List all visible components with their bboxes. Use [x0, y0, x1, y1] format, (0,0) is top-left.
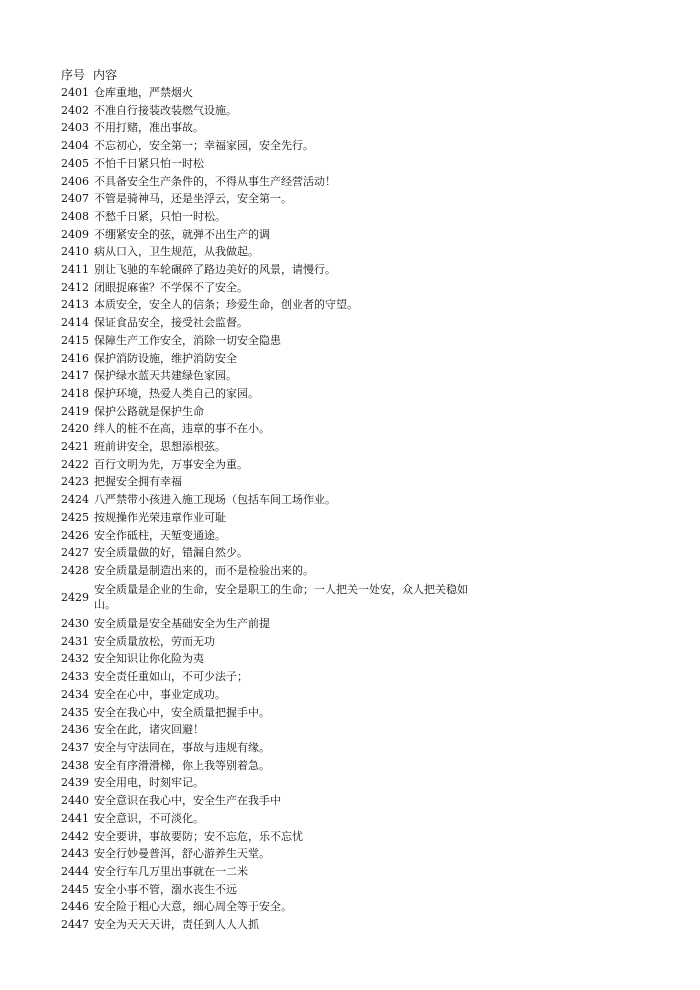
row-content: 保护消防设施，维护消防安全 — [94, 351, 237, 365]
table-row — [61, 509, 481, 527]
row-content: 不忘初心，安全第一；幸福家园，安全先行。 — [94, 139, 314, 153]
table-row — [61, 385, 481, 403]
row-number: 2422 — [61, 457, 89, 471]
row-number: 2421 — [61, 440, 89, 454]
row-number: 2415 — [61, 333, 89, 347]
row-content: 安全质量是制造出来的，而不是检验出来的。 — [94, 563, 314, 577]
table-row — [61, 438, 481, 456]
row-number: 2402 — [61, 103, 89, 117]
row-number: 2411 — [61, 263, 89, 277]
table-row — [61, 420, 481, 438]
table-row — [61, 792, 481, 810]
row-content: 把握安全拥有幸福 — [94, 475, 182, 489]
row-content: 保证食品安全，接受社会监督。 — [94, 316, 248, 330]
table-row — [61, 881, 481, 899]
table-row — [61, 633, 481, 651]
table-row — [61, 668, 481, 686]
row-number: 2429 — [61, 590, 89, 604]
row-number: 2424 — [61, 493, 89, 507]
table-row — [61, 615, 481, 633]
row-number: 2447 — [61, 918, 89, 932]
slogan-list — [61, 64, 481, 934]
row-content: 安全意识在我心中，安全生产在我手中 — [94, 794, 281, 808]
row-content: 安全责任重如山，不可少法子； — [94, 670, 248, 684]
row-number: 2412 — [61, 280, 89, 294]
table-row — [61, 845, 481, 863]
row-content: 本质安全，安全人的信条；珍爱生命，创业者的守望。 — [94, 298, 358, 312]
row-content: 安全为天天天讲，责任到人人人抓 — [94, 918, 259, 932]
row-content: 不具备安全生产条件的，不得从事生产经营活动！ — [94, 174, 336, 188]
row-content: 闭眼捉麻雀？不学保不了安全。 — [94, 280, 248, 294]
row-content: 安全行车几万里出事就在一二米 — [94, 864, 248, 878]
row-content: 不管是骑神马，还是坐浮云，安全第一。 — [94, 192, 292, 206]
table-row — [61, 473, 481, 491]
header-number: 序号 — [61, 67, 86, 82]
row-number: 2440 — [61, 794, 89, 808]
table-row — [61, 137, 481, 155]
row-number: 2437 — [61, 741, 89, 754]
table-row — [61, 650, 481, 668]
row-content: 安全要讲，事故要防；安不忘危，乐不忘忧 — [94, 829, 303, 843]
row-content: 安全与守法同在，事故与违规有缘。 — [94, 741, 270, 754]
row-content: 安全质量是安全基础安全为生产前提 — [94, 617, 270, 631]
table-row — [61, 456, 481, 474]
row-content: 安全质量是企业的生命，安全是职工的生命；一人把关一处安，众人把关稳如山。 — [94, 583, 468, 612]
row-number: 2433 — [61, 670, 89, 684]
table-row — [61, 403, 481, 421]
table-row — [61, 757, 481, 775]
row-content: 不绷紧安全的弦，就弹不出生产的调 — [94, 227, 270, 241]
table-body — [61, 84, 481, 934]
row-number: 2416 — [61, 351, 89, 365]
row-content: 班前讲安全，思想添根弦。 — [94, 440, 226, 454]
row-number: 2426 — [61, 528, 89, 542]
row-content: 病从口入，卫生规范，从我做起。 — [94, 245, 259, 259]
row-number: 2405 — [61, 156, 89, 170]
table-row — [61, 810, 481, 828]
row-content: 安全质量放松，劳而无功 — [94, 634, 215, 648]
row-number: 2434 — [61, 687, 89, 701]
table-row — [61, 119, 481, 137]
row-content: 安全在此，诸灾回避！ — [94, 723, 204, 737]
row-number: 2404 — [61, 139, 89, 153]
row-content: 按规操作光荣违章作业可耻 — [94, 510, 226, 524]
row-number: 2441 — [61, 811, 89, 825]
table-row — [61, 226, 481, 244]
row-number: 2414 — [61, 316, 89, 330]
table-row — [61, 173, 481, 191]
table-row — [61, 350, 481, 368]
row-content: 不准自行接装改装燃气设施。 — [94, 103, 237, 117]
row-number: 2420 — [61, 422, 89, 436]
table-row — [61, 190, 481, 208]
row-number: 2444 — [61, 864, 89, 878]
table-row — [61, 828, 481, 846]
row-number: 2410 — [61, 245, 89, 259]
table-row — [61, 739, 481, 757]
row-number: 2427 — [61, 546, 89, 560]
row-number: 2401 — [61, 86, 89, 99]
row-number: 2409 — [61, 227, 89, 241]
table-row — [61, 774, 481, 792]
row-number: 2428 — [61, 563, 89, 577]
table-row — [61, 527, 481, 545]
row-content: 安全知识让你化险为夷 — [94, 652, 204, 666]
table-row — [61, 314, 481, 332]
table-row — [61, 208, 481, 226]
row-content: 绊人的桩不在高，违章的事不在小。 — [94, 422, 270, 436]
table-row — [61, 261, 481, 279]
table-row — [61, 367, 481, 385]
row-number: 2407 — [61, 192, 89, 206]
table-row — [61, 491, 481, 509]
table-row — [61, 544, 481, 562]
row-content: 保护公路就是保护生命 — [94, 404, 204, 418]
table-row — [61, 580, 481, 615]
table-row — [61, 243, 481, 261]
table-row — [61, 84, 481, 102]
row-number: 2418 — [61, 386, 89, 400]
row-content: 不用打赌，准出事故。 — [94, 121, 204, 135]
row-number: 2431 — [61, 634, 89, 648]
row-content: 安全质量做的好，错漏自然少。 — [94, 546, 248, 560]
row-number: 2408 — [61, 209, 89, 223]
table-row — [61, 102, 481, 120]
row-content: 安全意识，不可淡化。 — [94, 811, 204, 825]
table-row — [61, 332, 481, 350]
row-number: 2419 — [61, 404, 89, 418]
row-content: 不怕千日紧只怕一时松 — [94, 156, 204, 170]
table-row — [61, 562, 481, 580]
table-row — [61, 296, 481, 314]
table-row — [61, 704, 481, 722]
row-number: 2435 — [61, 705, 89, 719]
row-content: 安全作砥柱，天堑变通途。 — [94, 528, 226, 542]
row-content: 别让飞驰的车轮碾碎了路边美好的风景，请慢行。 — [94, 263, 336, 277]
table-header — [61, 64, 481, 84]
row-number: 2417 — [61, 369, 89, 383]
row-content: 安全小事不管，溺水丧生不远 — [94, 882, 237, 896]
header-content: 内容 — [93, 67, 118, 82]
row-content: 保护环境，热爱人类自己的家园。 — [94, 386, 259, 400]
table-row — [61, 279, 481, 297]
row-number: 2442 — [61, 829, 89, 843]
row-content: 安全有序滑滑梯，你上我等别着急。 — [94, 758, 270, 772]
row-number: 2438 — [61, 758, 89, 772]
row-number: 2436 — [61, 723, 89, 737]
row-number: 2430 — [61, 617, 89, 631]
row-content: 安全在我心中，安全质量把握手中。 — [94, 705, 270, 719]
row-number: 2423 — [61, 475, 89, 489]
row-content: 安全行妙曼普洱，舒心游养生天堂。 — [94, 847, 270, 861]
row-number: 2432 — [61, 652, 89, 666]
table-row — [61, 916, 481, 934]
row-content: 仓库重地，严禁烟火 — [94, 86, 193, 99]
row-content: 保障生产工作安全，消除一切安全隐患 — [94, 333, 281, 347]
row-number: 2446 — [61, 900, 89, 914]
row-number: 2443 — [61, 847, 89, 861]
row-number: 2406 — [61, 174, 89, 188]
row-number: 2425 — [61, 510, 89, 524]
row-content: 安全在心中，事业定成功。 — [94, 687, 226, 701]
row-content: 安全险于粗心大意，细心周全等于安全。 — [94, 900, 292, 914]
row-content: 不愁千日紧，只怕一时松。 — [94, 209, 226, 223]
table-row — [61, 863, 481, 881]
row-number: 2413 — [61, 298, 89, 312]
row-content: 保护绿水蓝天共建绿色家园。 — [94, 369, 237, 383]
row-number: 2445 — [61, 882, 89, 896]
row-content: 百行文明为先，万事安全为重。 — [94, 457, 248, 471]
table-row — [61, 686, 481, 704]
row-number: 2439 — [61, 776, 89, 790]
table-row — [61, 155, 481, 173]
row-number: 2403 — [61, 121, 89, 135]
row-content: 八严禁带小孩进入施工现场（包括车间工场作业。 — [94, 493, 336, 507]
row-content: 安全用电，时刻牢记。 — [94, 776, 204, 790]
table-row — [61, 721, 481, 739]
table-row — [61, 898, 481, 916]
